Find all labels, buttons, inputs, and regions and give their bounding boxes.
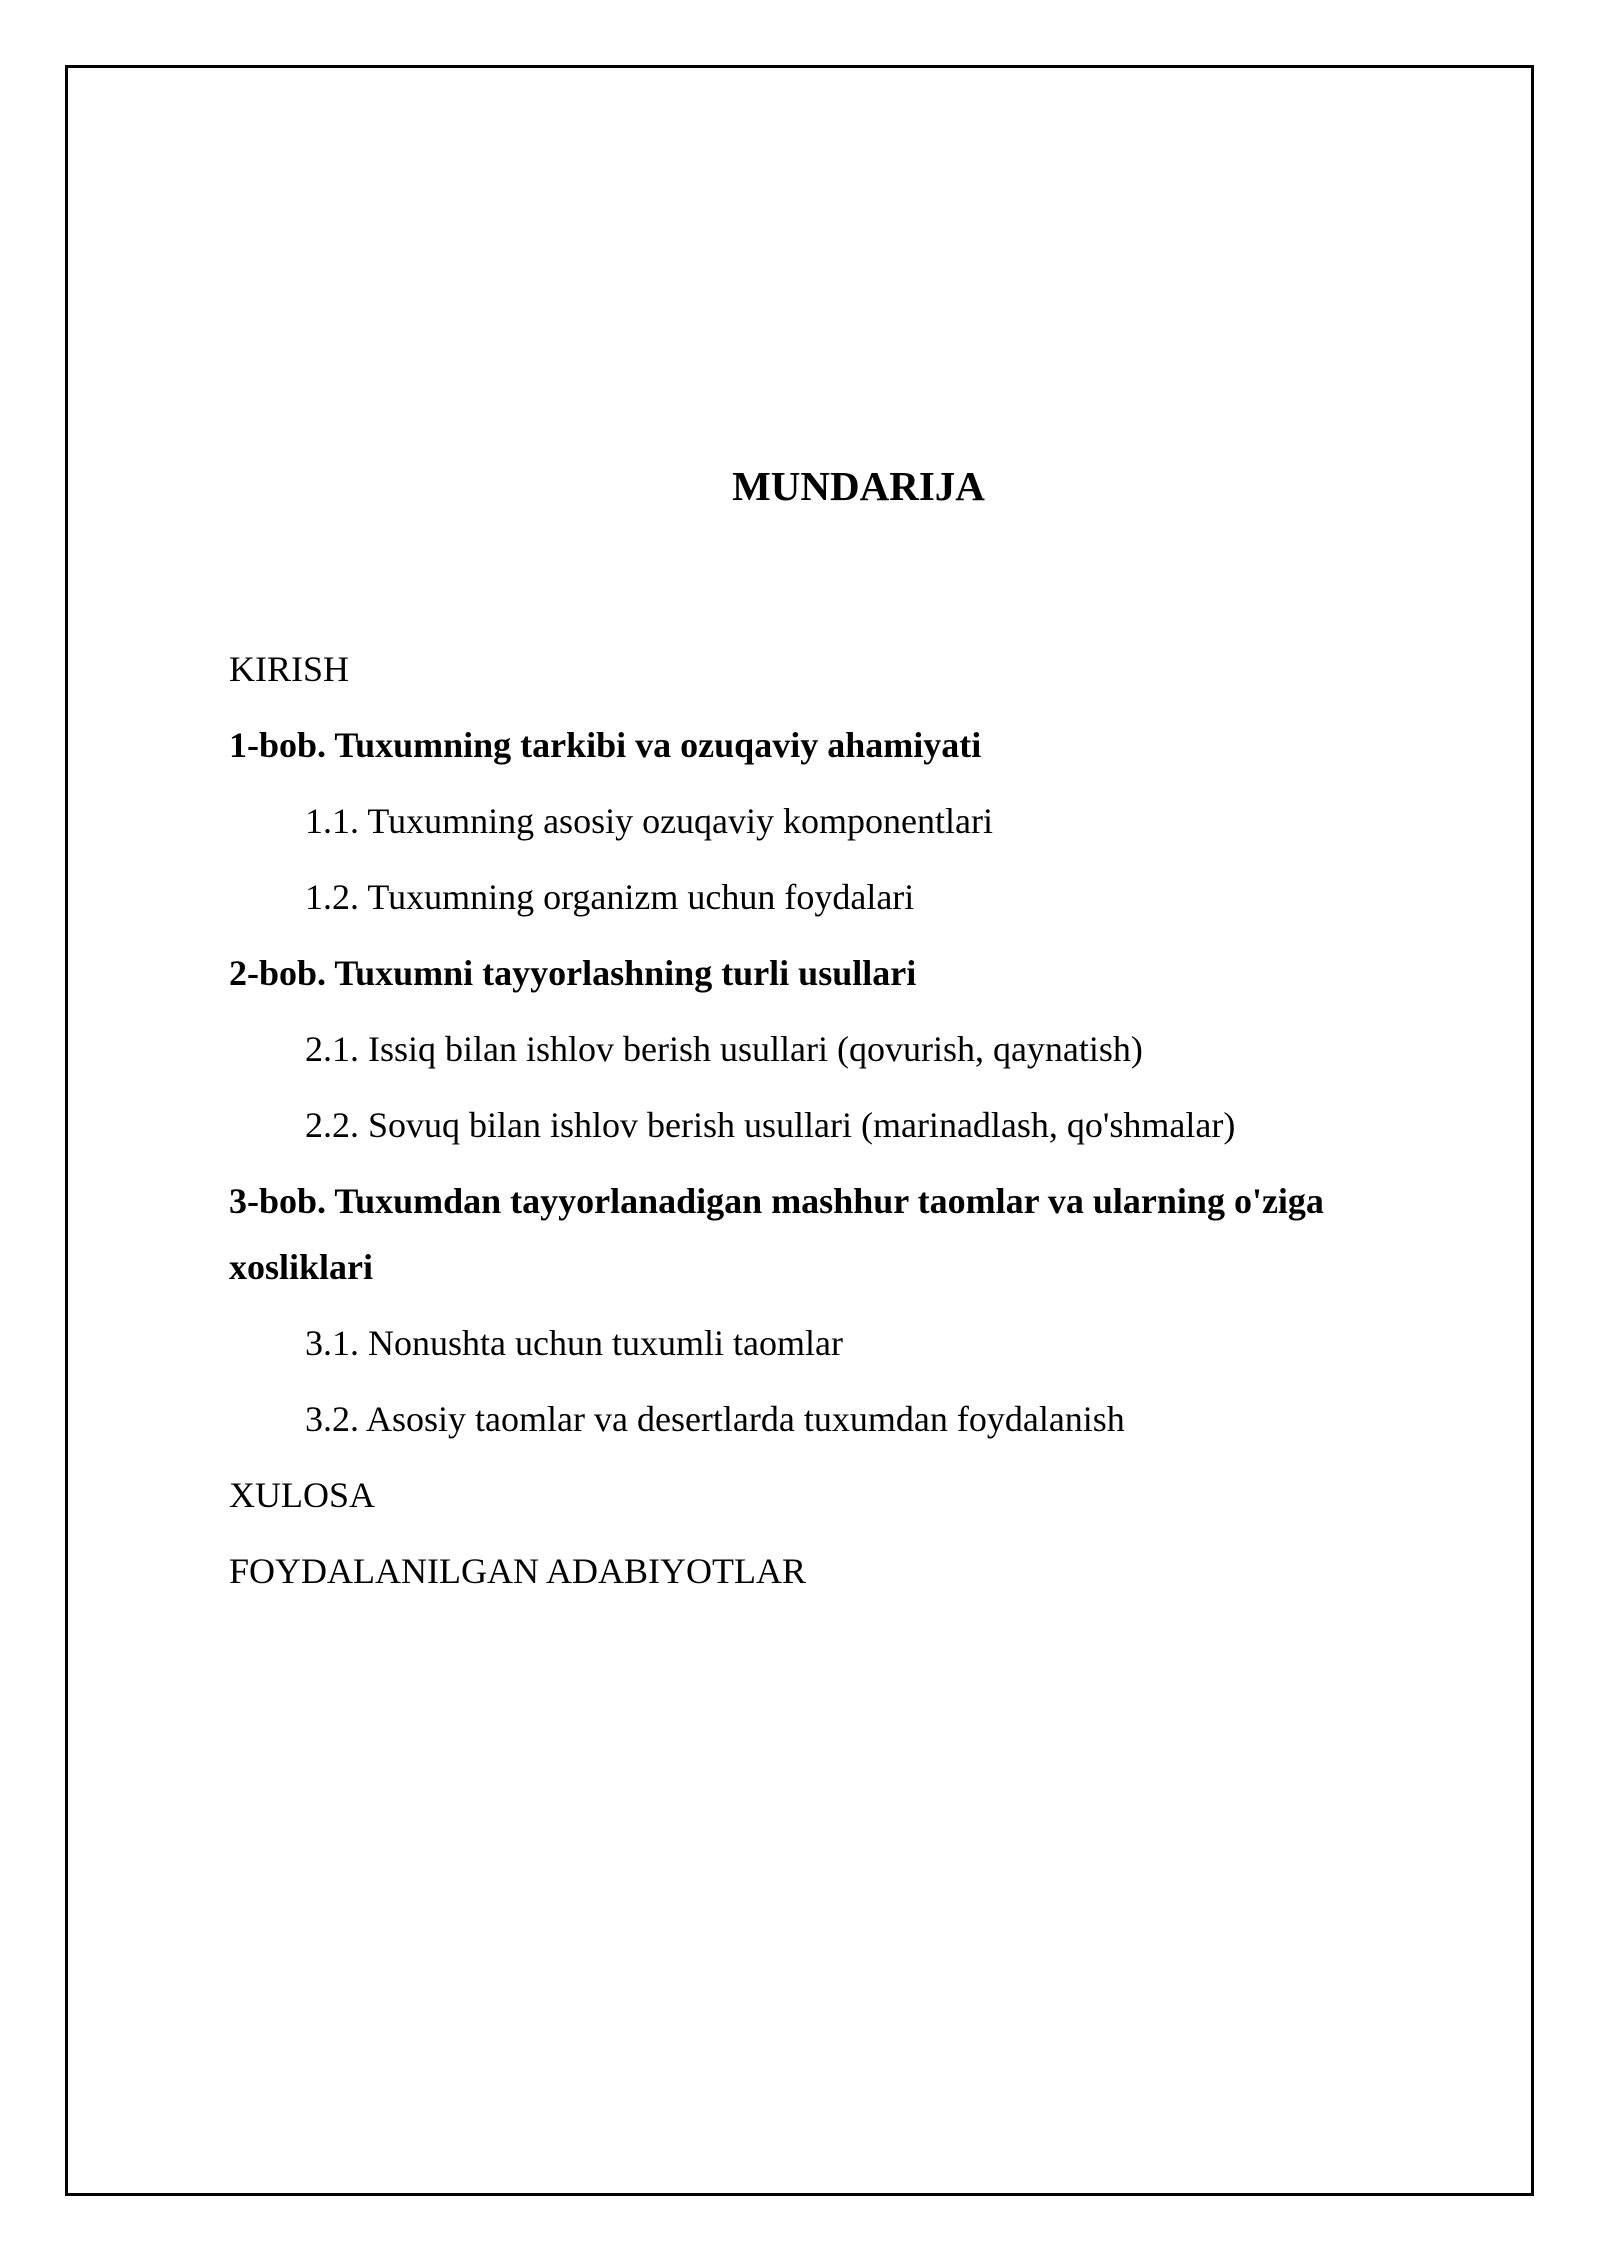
table-of-contents <box>229 636 1419 1614</box>
toc-entry-introduction: KIRISH <box>229 649 350 689</box>
toc-section-3-2: 3.2. Asosiy taomlar va desertlarda tuxumdan foydalanish <box>305 1399 1125 1439</box>
toc-section-1-2: 1.2. Tuxumning organizm uchun foydalari <box>305 877 915 917</box>
toc-entry-references: FOYDALANILGAN ADABIYOTLAR <box>229 1551 806 1591</box>
toc-entry-conclusion: XULOSA <box>229 1475 376 1515</box>
toc-section-1-1: 1.1. Tuxumning asosiy ozuqaviy komponentlari <box>305 801 993 841</box>
toc-chapter-1: 1-bob. Tuxumning tarkibi va ozuqaviy ahamiyati <box>229 725 982 765</box>
toc-section-2-1: 2.1. Issiq bilan ishlov berish usullari (qovurish, qaynatish) <box>305 1029 1143 1069</box>
page-title: MUNDARIJA <box>732 463 985 509</box>
toc-section-3-1: 3.1. Nonushta uchun tuxumli taomlar <box>305 1323 843 1363</box>
toc-chapter-3: 3-bob. Tuxumdan tayyorlanadigan mashhur taomlar va ularning o'ziga xosliklari <box>229 1181 1324 1287</box>
toc-section-2-2: 2.2. Sovuq bilan ishlov berish usullari (marinadlash, qo'shmalar) <box>305 1105 1236 1145</box>
toc-chapter-2: 2-bob. Tuxumni tayyorlashning turli usullari <box>229 953 917 993</box>
